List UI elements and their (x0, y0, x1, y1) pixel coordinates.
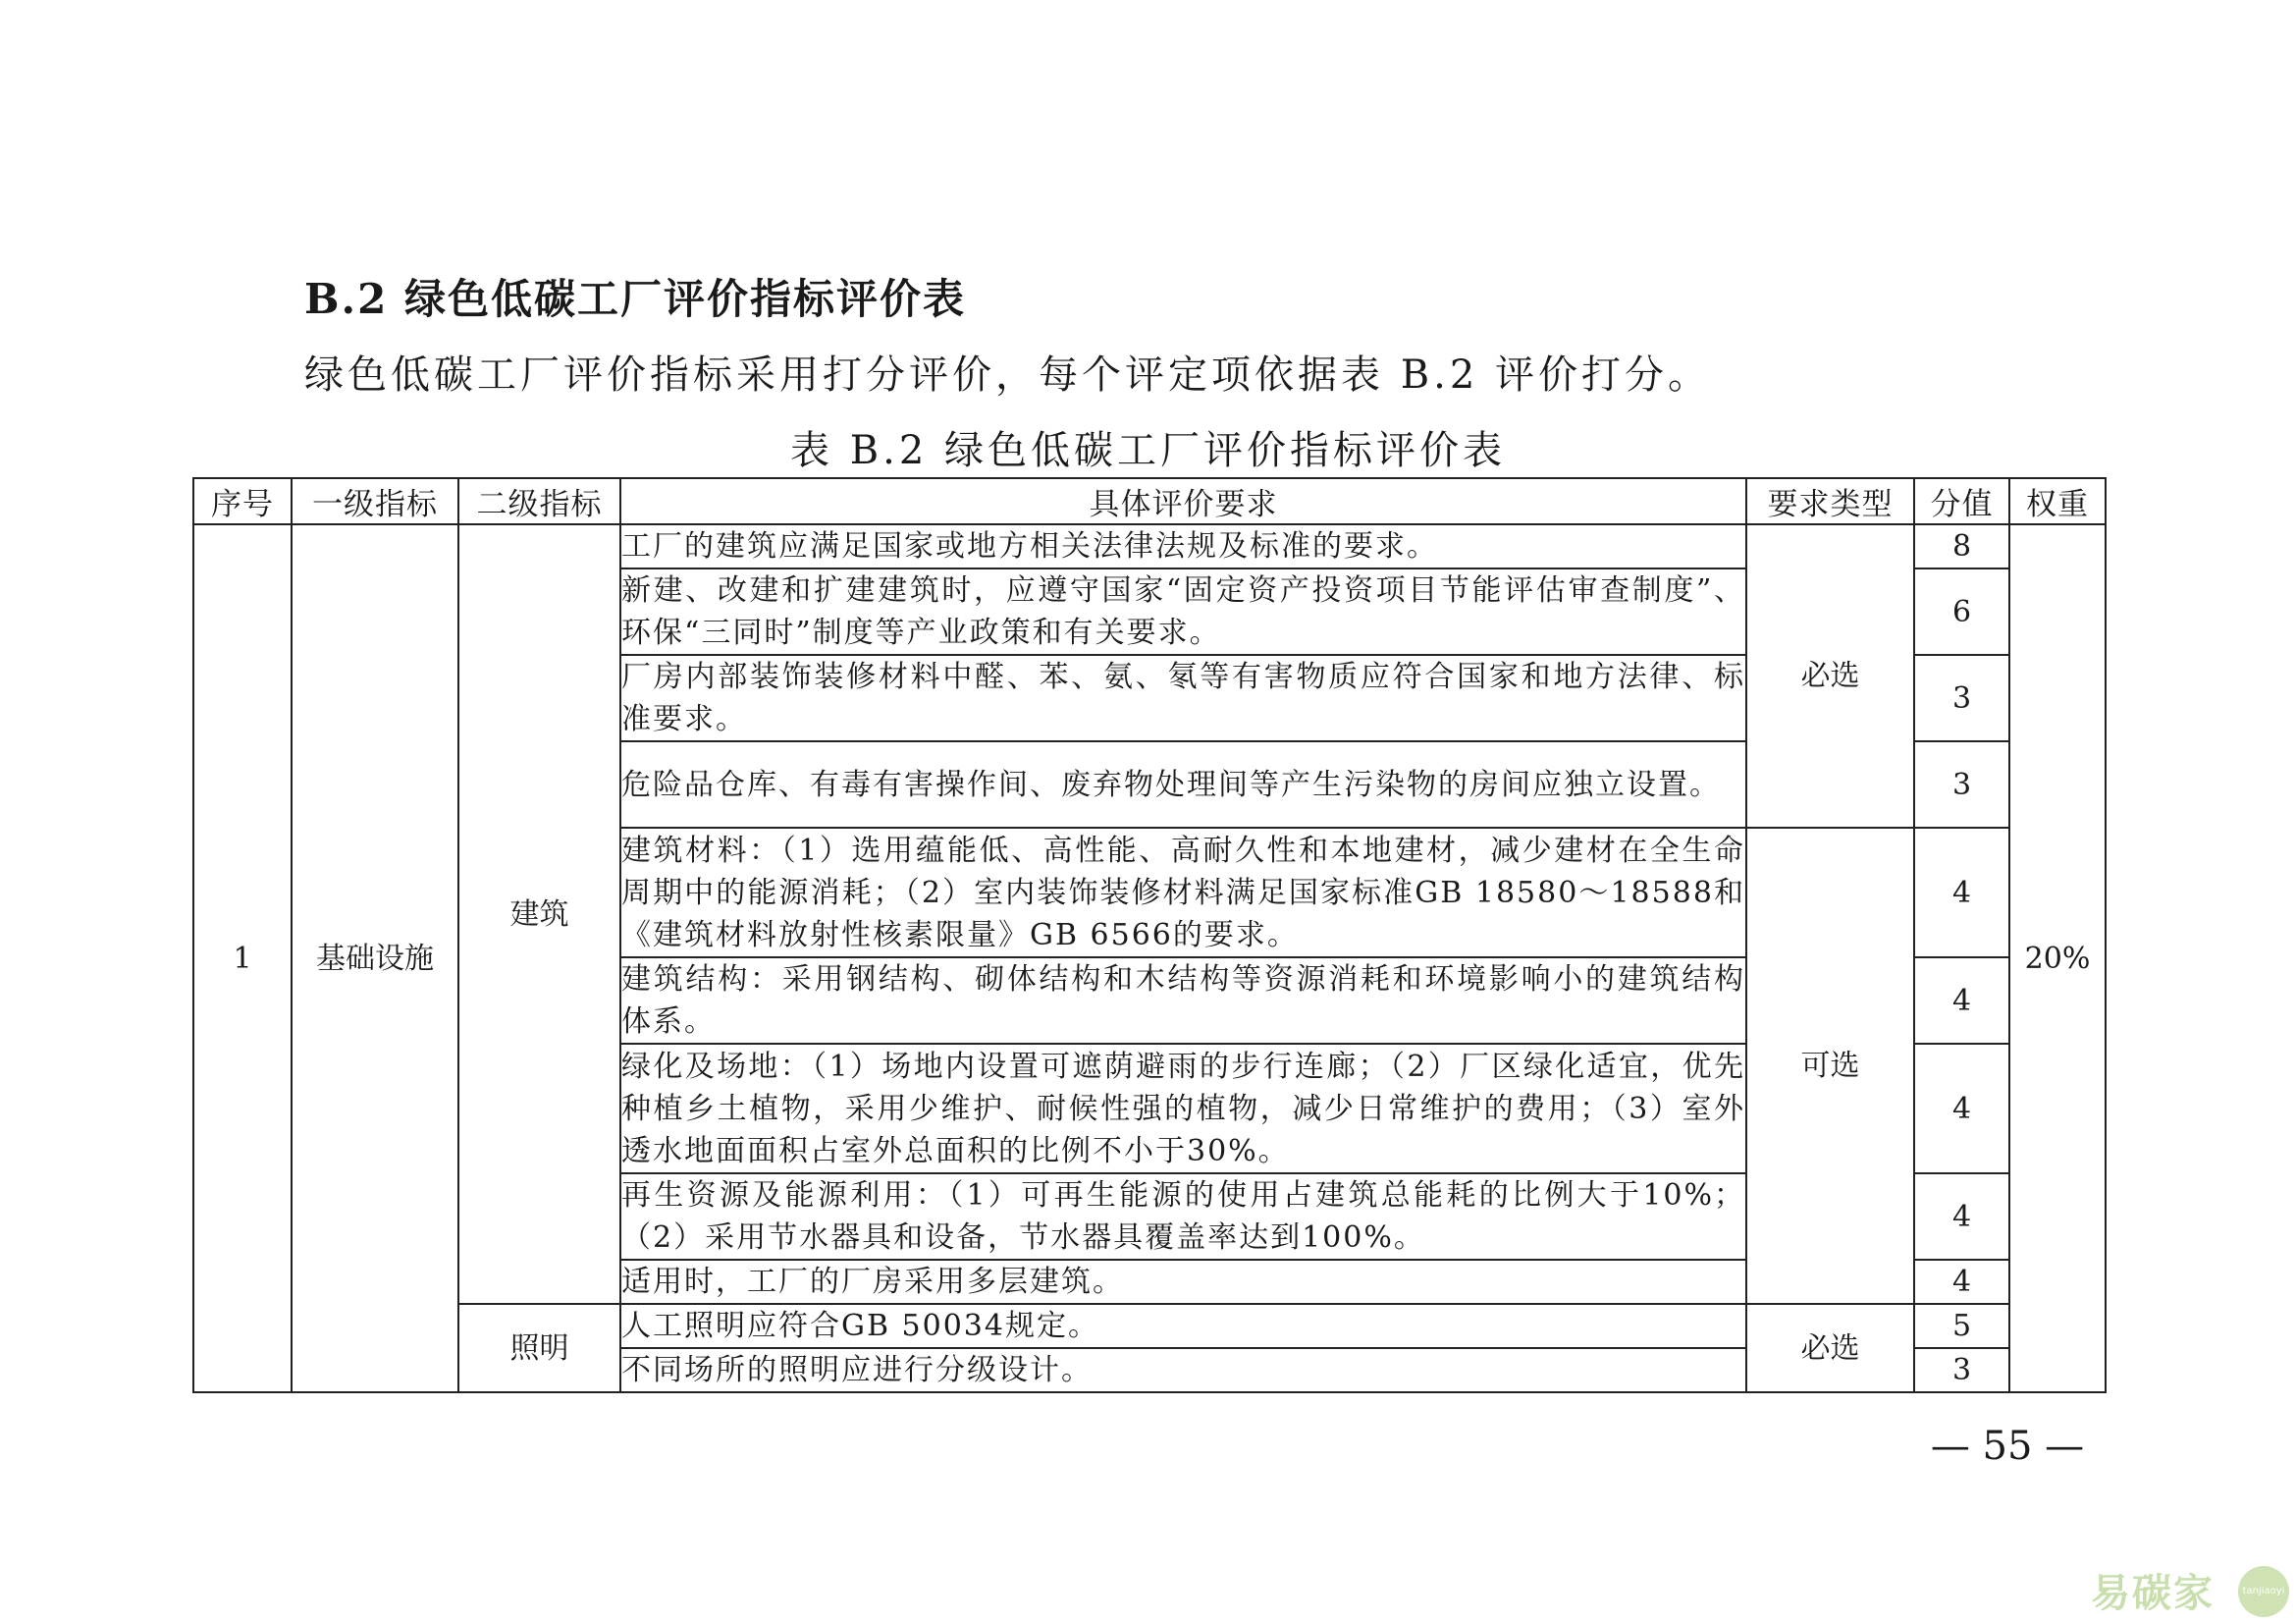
cell-score: 8 (1914, 524, 2009, 568)
header-requirement: 具体评价要求 (620, 478, 1746, 524)
cell-score: 4 (1914, 828, 2009, 957)
header-weight: 权重 (2009, 478, 2106, 524)
watermark-badge: tanjiaoyi (2238, 1566, 2289, 1617)
cell-requirement: 工厂的建筑应满足国家或地方相关法律法规及标准的要求。 (620, 524, 1746, 568)
table-header-row (193, 478, 2106, 524)
watermark-text: 易碳家 (2091, 1571, 2215, 1616)
intro-paragraph: 绿色低碳工厂评价指标采用打分评价，每个评定项依据表 B.2 评价打分。 (304, 352, 1711, 398)
cell-requirement: 建筑材料：（1）选用蕴能低、高性能、高耐久性和本地建材，减少建材在全生命周期中的能源消耗；（2）室内装饰装修材料满足国家标准GB 18580～18588和《建筑材料放射性核素限量》GB 6566的要求。 (620, 828, 1746, 957)
cell-level2-building: 建筑 (458, 524, 620, 1304)
cell-requirement: 不同场所的照明应进行分级设计。 (620, 1348, 1746, 1392)
watermark-logo (2091, 1556, 2292, 1615)
header-type: 要求类型 (1746, 478, 1914, 524)
cell-score: 4 (1914, 1260, 2009, 1304)
cell-type-lighting-required: 必选 (1746, 1304, 1914, 1392)
header-score: 分值 (1914, 478, 2009, 524)
cell-score: 3 (1914, 655, 2009, 741)
cell-score: 5 (1914, 1304, 2009, 1348)
table-caption: 表 B.2 绿色低碳工厂评价指标评价表 (790, 428, 1506, 473)
cell-level1: 基础设施 (292, 524, 458, 1392)
header-level2: 二级指标 (458, 478, 620, 524)
cell-requirement: 新建、改建和扩建建筑时，应遵守国家“固定资产投资项目节能评估审查制度”、环保“三同时”制度等产业政策和有关要求。 (620, 568, 1746, 655)
header-level1: 一级指标 (292, 478, 458, 524)
cell-score: 4 (1914, 957, 2009, 1044)
cell-score: 3 (1914, 1348, 2009, 1392)
cell-requirement: 建筑结构：采用钢结构、砌体结构和木结构等资源消耗和环境影响小的建筑结构体系。 (620, 957, 1746, 1044)
cell-seq: 1 (193, 524, 292, 1392)
cell-score: 4 (1914, 1044, 2009, 1173)
table-row (193, 1304, 2106, 1348)
page-number: — 55 — (1930, 1424, 2085, 1469)
cell-requirement: 危险品仓库、有毒有害操作间、废弃物处理间等产生污染物的房间应独立设置。 (620, 741, 1746, 828)
evaluation-table (192, 477, 2107, 1393)
cell-score: 4 (1914, 1173, 2009, 1260)
cell-requirement: 人工照明应符合GB 50034规定。 (620, 1304, 1746, 1348)
cell-level2-lighting: 照明 (458, 1304, 620, 1392)
cell-type-building-required: 必选 (1746, 524, 1914, 828)
header-seq: 序号 (193, 478, 292, 524)
cell-weight: 20% (2009, 524, 2106, 1392)
cell-type-building-optional: 可选 (1746, 828, 1914, 1304)
cell-requirement: 再生资源及能源利用：（1）可再生能源的使用占建筑总能耗的比例大于10%；（2）采用节水器具和设备，节水器具覆盖率达到100%。 (620, 1173, 1746, 1260)
cell-score: 6 (1914, 568, 2009, 655)
section-heading: B.2 绿色低碳工厂评价指标评价表 (304, 275, 966, 323)
cell-requirement: 适用时，工厂的厂房采用多层建筑。 (620, 1260, 1746, 1304)
cell-requirement: 厂房内部装饰装修材料中醛、苯、氨、氡等有害物质应符合国家和地方法律、标准要求。 (620, 655, 1746, 741)
cell-requirement: 绿化及场地：（1）场地内设置可遮荫避雨的步行连廊；（2）厂区绿化适宜，优先种植乡土植物，采用少维护、耐候性强的植物，减少日常维护的费用；（3）室外透水地面面积占室外总面积的比例不小于30%。 (620, 1044, 1746, 1173)
table-row (193, 524, 2106, 568)
cell-score: 3 (1914, 741, 2009, 828)
